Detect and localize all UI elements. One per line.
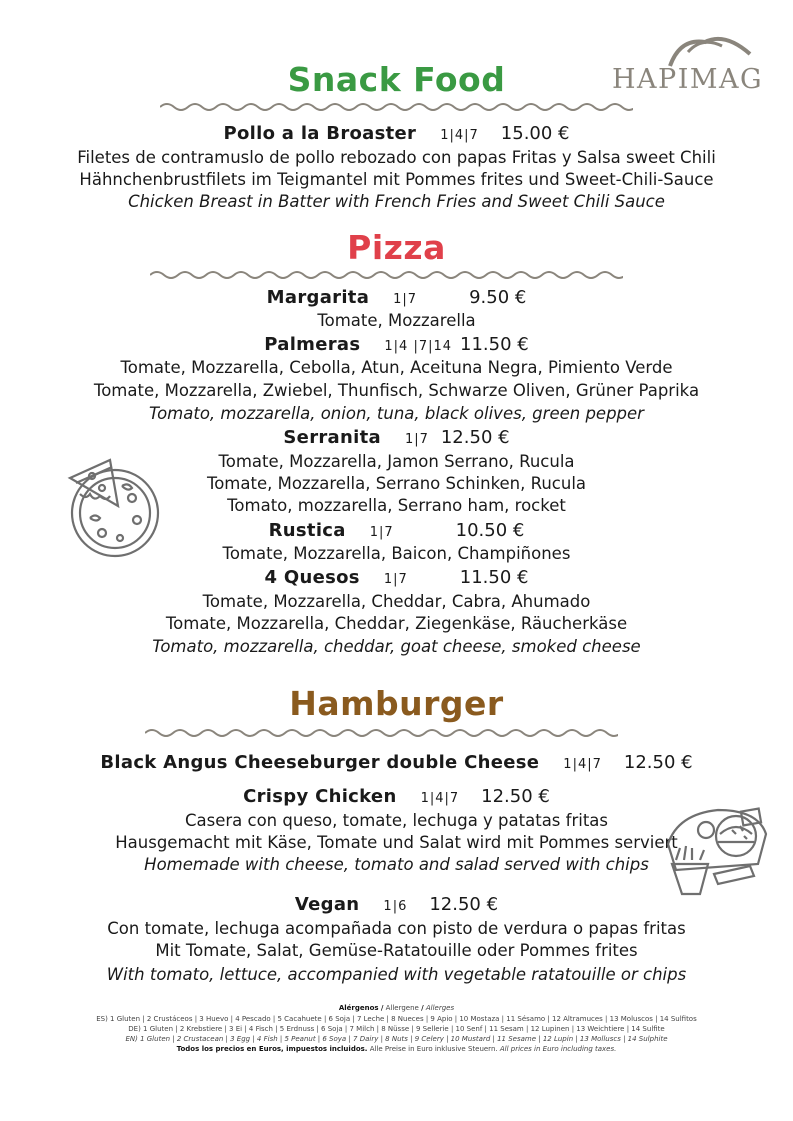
price-note	[0, 1045, 793, 1055]
dish-allergens: 1|4 |7|14	[384, 339, 453, 354]
allergen-list-es: ES) 1 Gluten | 2 Crustáceos | 3 Huevo | 4 Pescado | 5 Cacahuete | 6 Soja | 7 Leche | 8 Nueces | 9 Apio | 10 Mostaza | 11 Sésamo | 12 Altramuces | 13 Moluscos | 14 Sulfitos	[96, 1015, 697, 1023]
dish-desc: Homemade with cheese, tomato and salad served with chips	[144, 855, 649, 874]
dish-name: Rustica	[268, 520, 346, 541]
dish-desc: Tomate, Mozzarella	[317, 311, 476, 330]
dish-desc-es: Filetes de contramuslo de pollo rebozado con papas Fritas y Salsa sweet Chili	[77, 148, 716, 167]
price-note-en: All prices in Euro including taxes.	[499, 1045, 617, 1053]
dish-header	[0, 287, 793, 308]
dish-price: 10.50 €	[455, 520, 525, 541]
dish-desc: Tomate, Mozzarella, Serrano Schinken, Rucula	[206, 474, 587, 493]
heading-separator: /	[421, 1004, 424, 1012]
dish-desc: Tomate, Mozzarella, Cebolla, Atun, Aceituna Negra, Pimiento Verde	[120, 358, 673, 377]
dish-allergens: 1|7	[369, 525, 394, 540]
pizza-icon	[62, 458, 164, 558]
dish-desc: Tomato, mozzarella, onion, tuna, black olives, green pepper	[149, 404, 644, 423]
dish-allergens: 1|6	[383, 899, 408, 914]
allergen-heading	[0, 1004, 793, 1014]
dish-name: Crispy Chicken	[243, 786, 397, 807]
dish-desc: Tomato, mozzarella, Serrano ham, rocket	[227, 496, 566, 515]
dish-desc: Tomate, Mozzarella, Zwiebel, Thunfisch, Schwarze Oliven, Grüner Paprika	[93, 381, 700, 400]
section-title-snack: Snack Food	[287, 60, 506, 99]
dish-desc-en: Chicken Breast in Batter with French Fries and Sweet Chili Sauce	[128, 192, 665, 211]
wave-divider	[150, 268, 623, 282]
dish-allergens: 1|7	[404, 432, 429, 447]
dish-name: Palmeras	[264, 334, 361, 355]
allergen-list-de: DE) 1 Gluten | 2 Krebstiere | 3 Ei | 4 Fisch | 5 Erdnuss | 6 Soja | 7 Milch | 8 Nüsse | 9 Sellerie | 10 Senf | 11 Sesam | 12 Lupinen | 13 Weichtiere | 14 Sulfite	[128, 1025, 665, 1033]
dish-name: Serranita	[283, 427, 381, 448]
dish-name: Margarita	[266, 287, 370, 308]
price-note-es: Todos los precios en Euros, impuestos incluidos.	[176, 1045, 368, 1053]
dish-name: Pollo a la Broaster	[223, 123, 417, 144]
dish-price: 9.50 €	[469, 287, 527, 308]
dish-price: 11.50 €	[459, 567, 529, 588]
dish-header	[0, 752, 793, 773]
price-note-de: Alle Preise in Euro inklusive Steuern.	[369, 1045, 498, 1053]
dish-desc-de: Hähnchenbrustfilets im Teigmantel mit Pommes frites und Sweet-Chili-Sauce	[79, 170, 714, 189]
dish-header	[0, 567, 793, 588]
wave-divider	[145, 726, 618, 740]
brand-name: HAPIMAG	[612, 64, 764, 95]
dish-name: Vegan	[294, 894, 360, 915]
dish-desc: Tomate, Mozzarella, Cheddar, Cabra, Ahumado	[202, 592, 591, 611]
heading-separator: /	[380, 1004, 384, 1012]
dish-desc: Casera con queso, tomate, lechuga y patatas fritas	[184, 811, 608, 830]
section-title-hamburger: Hamburger	[289, 684, 504, 723]
dish-desc: Con tomate, lechuga acompañada con pisto de verdura o papas fritas	[107, 919, 686, 938]
dish-name: Black Angus Cheeseburger double Cheese	[100, 752, 540, 773]
burger-fries-icon	[658, 804, 772, 900]
dish-price: 15.00 €	[500, 123, 570, 144]
dish-allergens: 1|4|7	[563, 757, 602, 772]
dish-desc: Tomate, Mozzarella, Cheddar, Ziegenkäse, Räucherkäse	[165, 614, 628, 633]
section-title-pizza: Pizza	[347, 228, 446, 267]
dish-price: 11.50 €	[460, 334, 529, 355]
dish-allergens: 1|4|7	[440, 128, 479, 143]
dish-allergens: 1|7	[393, 292, 418, 307]
dish-price: 12.50 €	[429, 894, 499, 915]
dish-header	[0, 123, 793, 144]
dish-name: 4 Quesos	[264, 567, 360, 588]
dish-desc: Tomate, Mozzarella, Jamon Serrano, Rucula	[218, 452, 575, 471]
dish-desc: With tomato, lettuce, accompanied with vegetable ratatouille or chips	[106, 965, 687, 984]
dish-desc: Tomato, mozzarella, cheddar, goat cheese, smoked cheese	[152, 637, 641, 656]
dish-desc: Tomate, Mozzarella, Baicon, Champiñones	[222, 544, 571, 563]
dish-desc: Hausgemacht mit Käse, Tomate und Salat wird mit Pommes serviert	[115, 833, 678, 852]
allergen-heading-es: Alérgenos	[338, 1004, 379, 1012]
dish-price: 12.50 €	[623, 752, 693, 773]
dish-allergens: 1|4|7	[420, 791, 460, 806]
allergen-heading-en: Allerges	[425, 1004, 455, 1012]
dish-allergens: 1|7	[383, 572, 408, 587]
allergen-heading-de: Allergene	[385, 1004, 419, 1012]
dish-price: 12.50 €	[440, 427, 510, 448]
dish-price: 12.50 €	[481, 786, 550, 807]
wave-divider	[160, 100, 633, 114]
dish-header	[0, 334, 793, 355]
dish-header	[0, 427, 793, 448]
allergen-list-en: EN) 1 Gluten | 2 Crustacean | 3 Egg | 4 Fish | 5 Peanut | 6 Soya | 7 Dairy | 8 Nuts | 9 Celery | 10 Mustard | 11 Sesame | 12 Lupin | 13 Molluscs | 14 Sulphite	[125, 1035, 668, 1043]
dish-desc: Mit Tomate, Salat, Gemüse-Ratatouille oder Pommes frites	[155, 941, 638, 960]
